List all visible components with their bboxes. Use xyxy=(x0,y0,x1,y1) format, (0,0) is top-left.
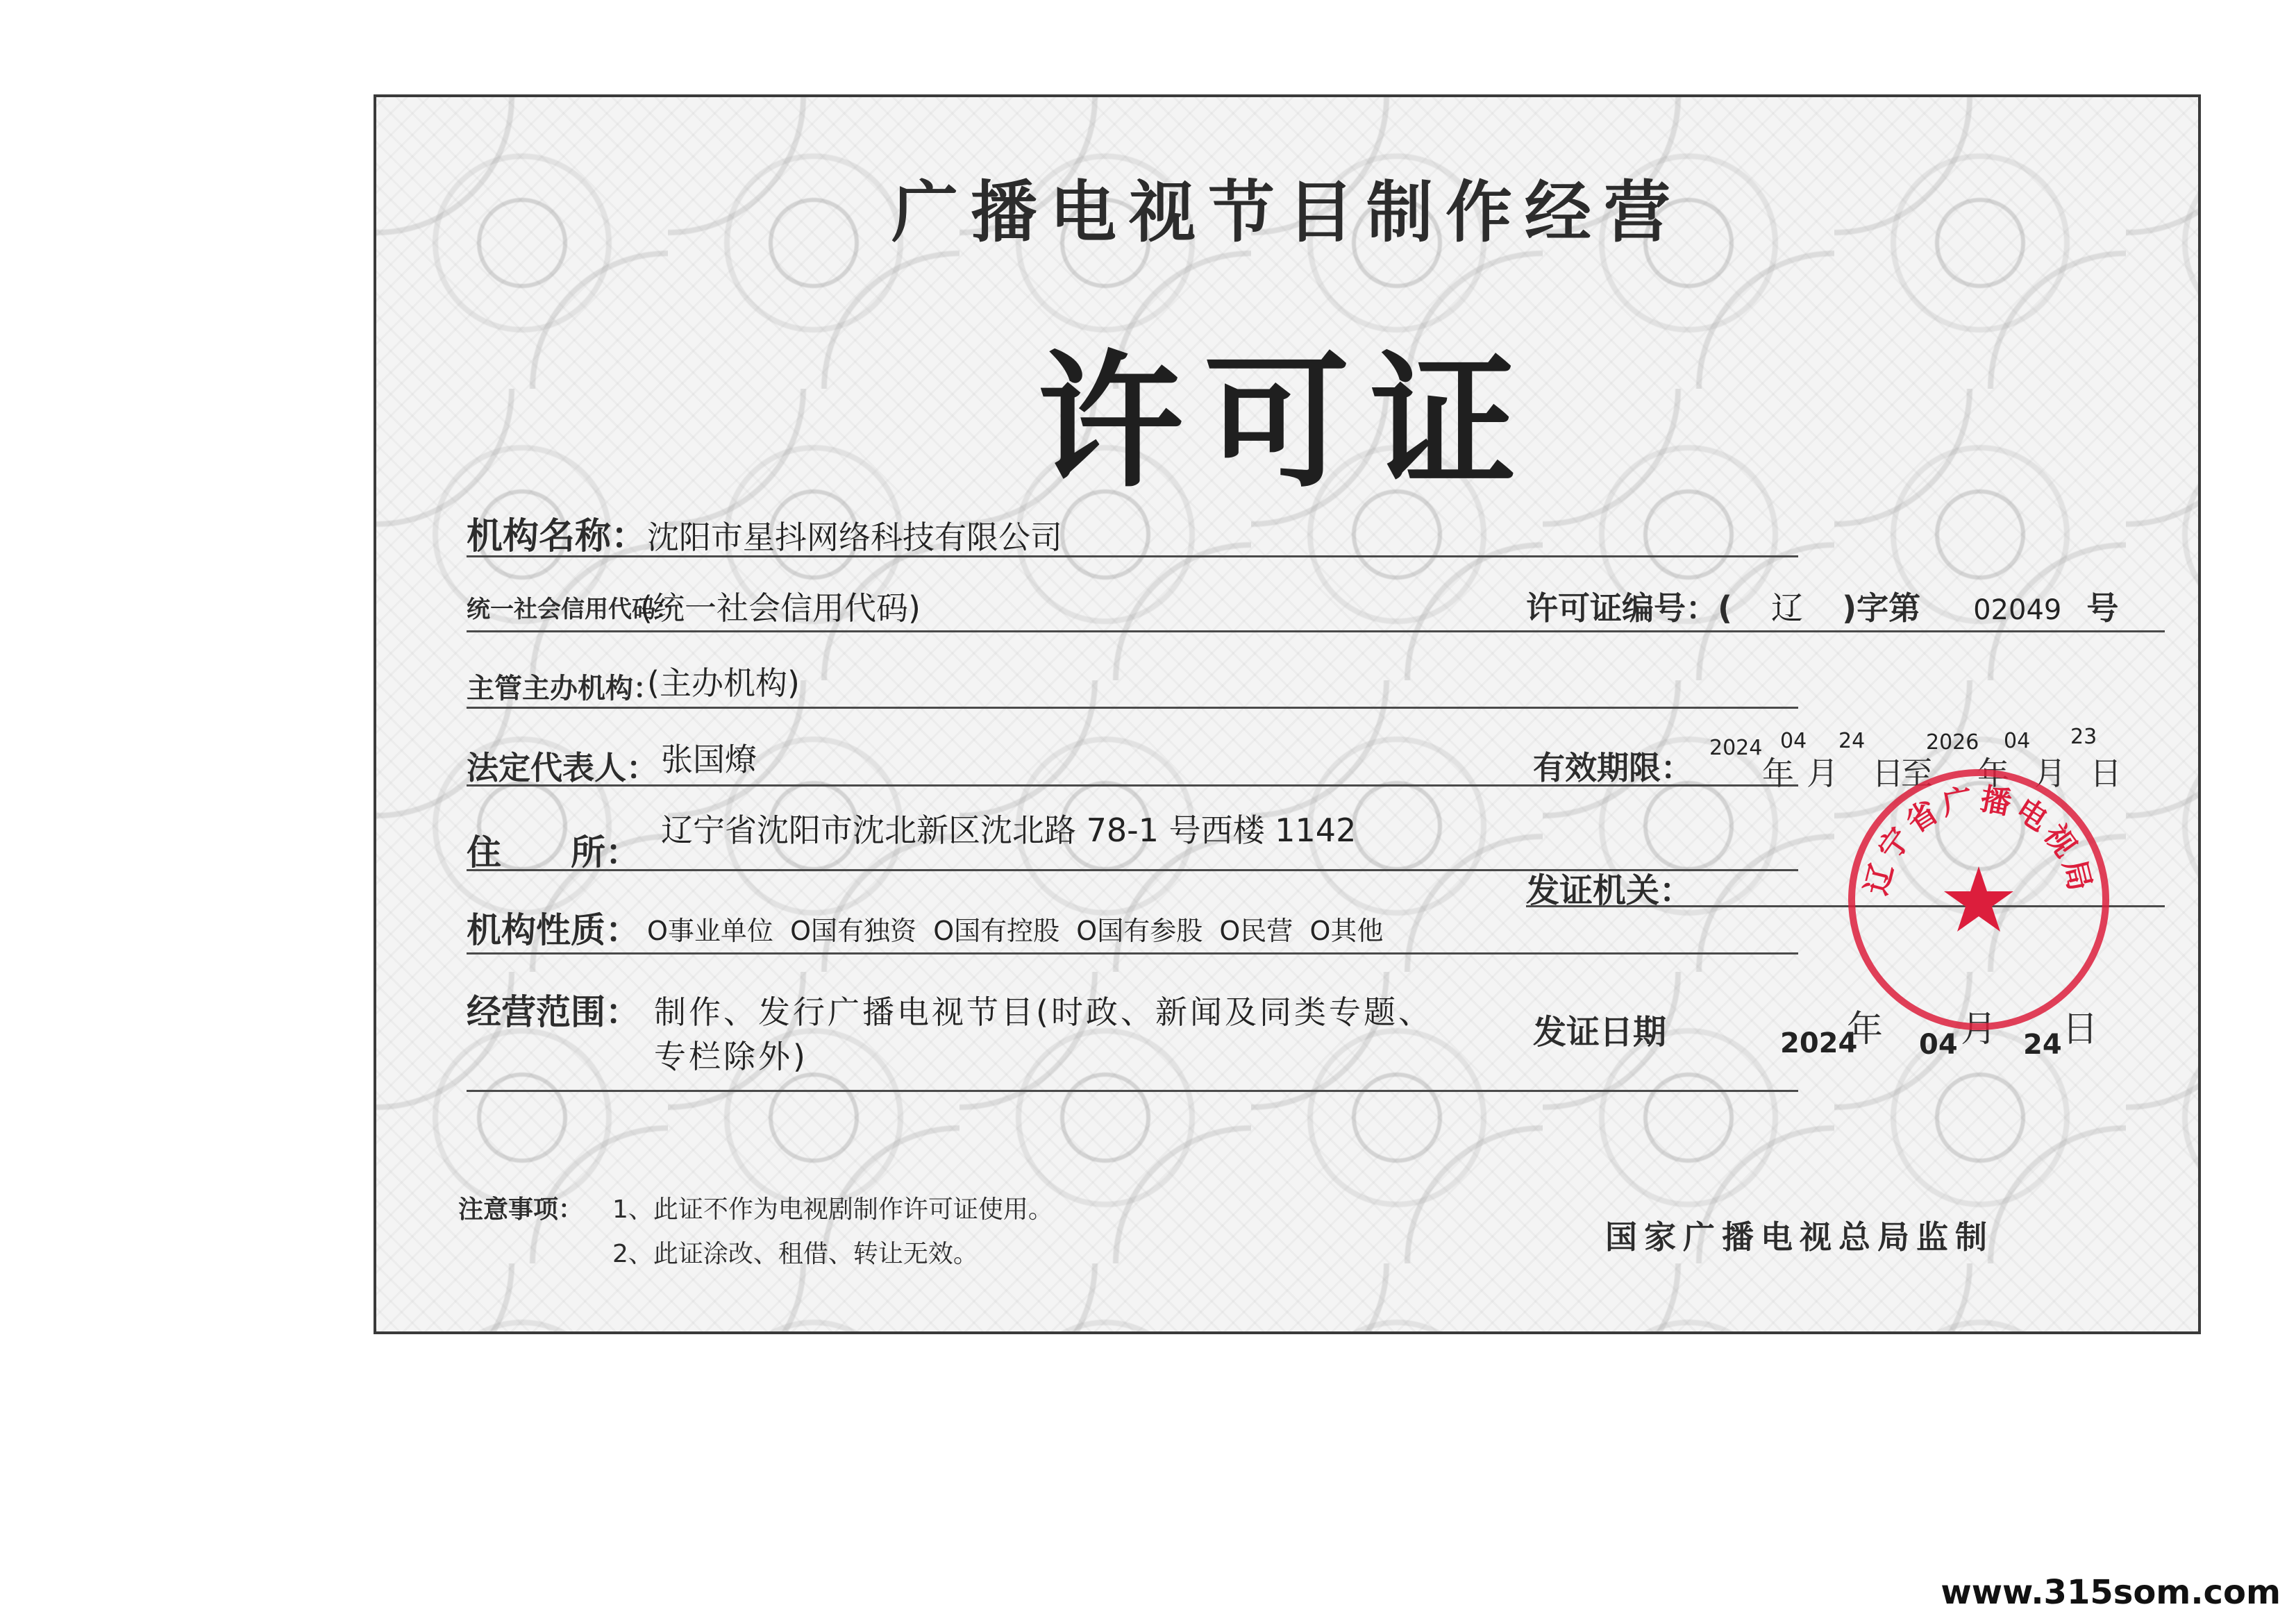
nature-option-state-owned: O国有独资 xyxy=(790,916,917,946)
validity-label: 有效期限： xyxy=(1533,749,1693,787)
certificate-title: 广播电视节目制作经营 xyxy=(891,174,1683,251)
org-name-underline xyxy=(467,555,1798,557)
sponsor-value: (主办机构) xyxy=(647,664,800,702)
valid-from-day: 24 xyxy=(1838,729,1866,753)
valid-to-month-char: 月 xyxy=(2034,755,2066,792)
issue-month: 04 xyxy=(1919,1029,1958,1061)
valid-to-year-char: 年 xyxy=(1977,755,2009,792)
valid-to-char: 至 xyxy=(1901,755,1933,792)
address-value: 辽宁省沈阳市沈北新区沈北路 78-1 号西楼 1142 xyxy=(661,812,1357,849)
nature-option-state-controlled: O国有控股 xyxy=(933,916,1060,946)
valid-from-year-char: 年 xyxy=(1762,755,1794,792)
valid-to-day-char: 日 xyxy=(2090,755,2122,792)
nature-option-private: O民营 xyxy=(1219,916,1293,946)
credit-code-value: (统一社会信用代码) xyxy=(640,589,921,627)
nature-options xyxy=(647,909,1383,948)
org-name-label: 机构名称： xyxy=(467,516,648,557)
nature-underline xyxy=(467,952,1798,955)
valid-from-day-char: 日 xyxy=(1872,755,1904,792)
issue-year: 2024 xyxy=(1780,1027,1858,1059)
valid-to-day: 23 xyxy=(2070,725,2097,749)
seal-text: 辽宁省广播电视局 xyxy=(1859,781,2099,899)
notes-item-2: 2、此证涂改、租借、转让无效。 xyxy=(612,1240,978,1268)
license-number xyxy=(1526,583,2118,629)
sponsor-label: 主管主办机构： xyxy=(467,673,661,705)
license-number-underline xyxy=(1526,630,2165,632)
license-number-value: 02049 xyxy=(1973,594,2062,626)
legal-rep-label: 法定代表人： xyxy=(467,749,658,787)
valid-from-month-char: 月 xyxy=(1807,755,1838,792)
nature-option-public-institution: O事业单位 xyxy=(647,916,773,946)
valid-from-month: 04 xyxy=(1780,729,1807,753)
valid-to-month: 04 xyxy=(2004,729,2031,753)
scope-value-line1: 制作、发行广播电视节目(时政、新闻及同类专题、 xyxy=(654,993,1433,1031)
license-number-suffix: 号 xyxy=(2086,589,2119,627)
legal-rep-value: 张国燎 xyxy=(661,741,757,778)
scope-value-line2: 专栏除外) xyxy=(654,1038,808,1075)
certificate-subtitle: 许可证 xyxy=(1037,337,1537,507)
certificate xyxy=(374,94,2201,1334)
notes-label: 注意事项： xyxy=(458,1195,584,1224)
supervisor-text: 国家广播电视总局监制 xyxy=(1605,1218,1994,1256)
license-number-label: 许可证编号：( xyxy=(1526,589,1733,627)
nature-option-state-share: O国有参股 xyxy=(1076,916,1203,946)
license-number-mid: )字第 xyxy=(1842,589,1921,627)
issue-month-char: 月 xyxy=(1961,1009,1997,1050)
nature-option-other: O其他 xyxy=(1309,916,1384,946)
sponsor-underline xyxy=(467,707,1798,709)
valid-from-year: 2024 xyxy=(1709,736,1763,760)
official-seal xyxy=(1848,769,2109,1030)
address-label: 住 所： xyxy=(467,832,640,873)
scope-label: 经营范围： xyxy=(467,992,640,1032)
notes-item-1: 1、此证不作为电视剧制作许可证使用。 xyxy=(612,1195,1053,1224)
scope-underline xyxy=(467,1090,1798,1092)
nature-label: 机构性质： xyxy=(467,910,640,950)
seal-star-icon xyxy=(1944,866,2013,932)
org-name-value: 沈阳市星抖网络科技有限公司 xyxy=(647,519,1062,556)
issue-day-char: 日 xyxy=(2062,1009,2099,1050)
issue-date-label: 发证日期 xyxy=(1533,1013,1667,1052)
site-watermark: www.315som.com xyxy=(1941,1573,2281,1612)
license-number-province: 辽 xyxy=(1771,589,1804,627)
credit-code-label: 统一社会信用代码： xyxy=(467,596,679,623)
issuer-label: 发证机关： xyxy=(1526,871,1693,910)
issue-year-char: 年 xyxy=(1847,1009,1884,1050)
valid-to-year: 2026 xyxy=(1926,730,1979,755)
issue-day: 24 xyxy=(2023,1029,2062,1061)
